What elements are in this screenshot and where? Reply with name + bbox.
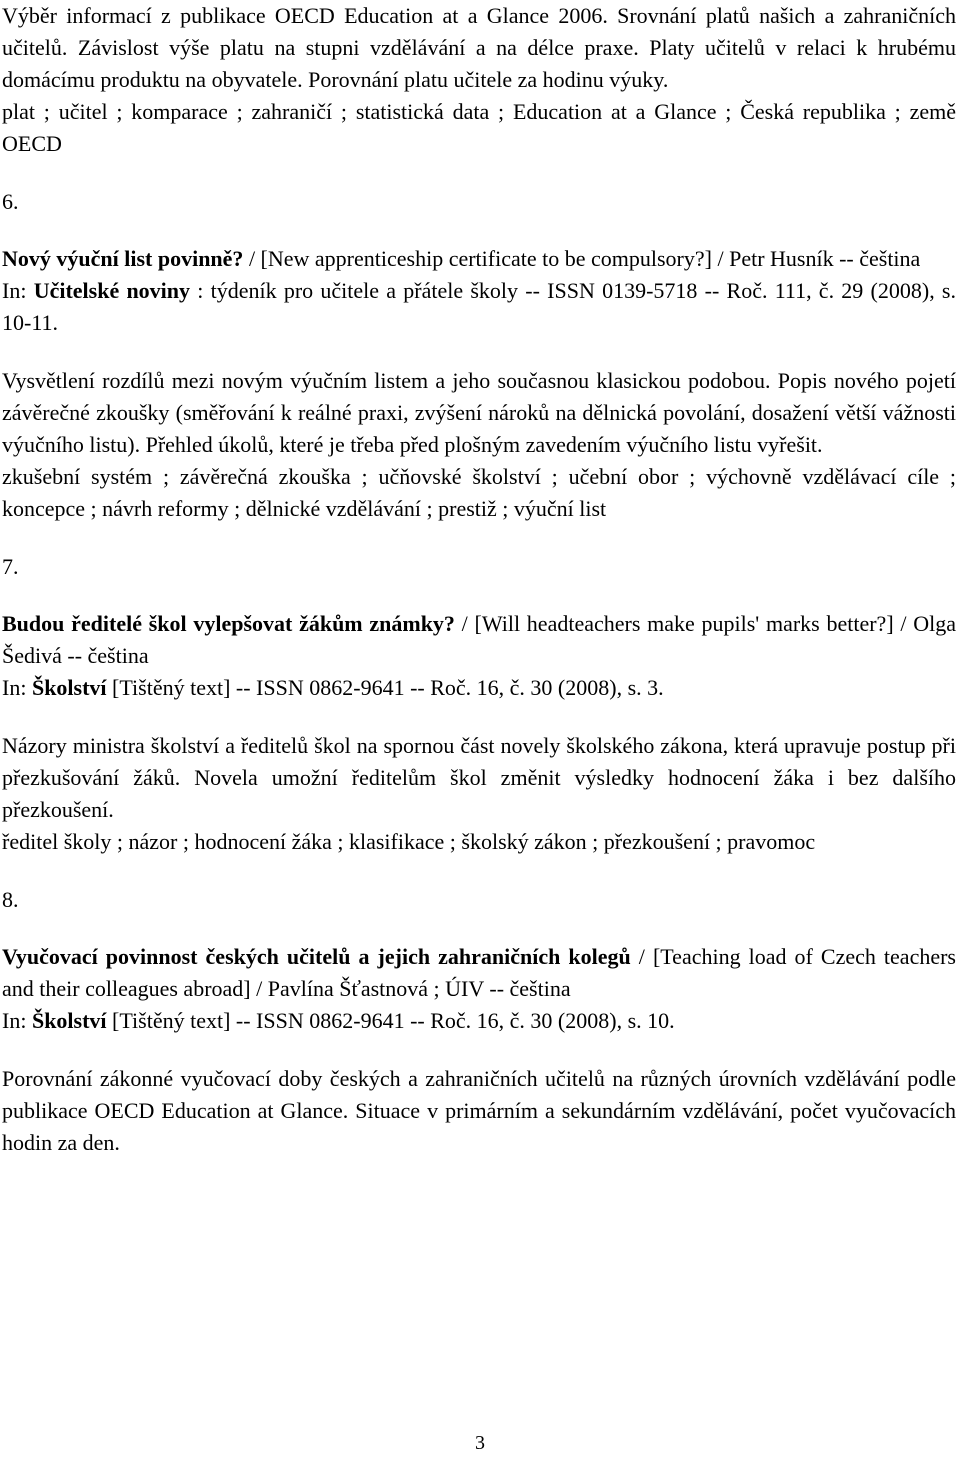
source-prefix: In: bbox=[2, 278, 34, 303]
previous-entry-abstract: Výběr informací z publikace OECD Education at a Glance 2006. Srovnání platů našich a zahraničních učitelů. Závislost výše platu na stupni vzdělávání a na délce praxe. Platy učitelů v relaci k hrubému domácímu produktu na obyvatele. Porovnání platu učitele za hodinu výuky. bbox=[2, 3, 956, 92]
entry-6 bbox=[2, 186, 956, 525]
source-title: Školství bbox=[31, 675, 107, 700]
entry-citation bbox=[2, 608, 956, 672]
entry-citation bbox=[2, 941, 956, 1005]
source-title: Učitelské noviny bbox=[33, 278, 191, 303]
entry-keywords: ředitel školy ; názor ; hodnocení žáka ; klasifikace ; školský zákon ; přezkoušení ; pravomoc bbox=[2, 829, 816, 854]
entry-7 bbox=[2, 551, 956, 858]
entry-title: Vyučovací povinnost českých učitelů a jejich zahraničních kolegů bbox=[2, 944, 631, 969]
source-title: Školství bbox=[31, 1008, 107, 1033]
entry-8 bbox=[2, 884, 956, 1159]
entry-abstract: Vysvětlení rozdílů mezi novým výučním listem a jeho současnou klasickou podobou. Popis nového pojetí závěrečné zkoušky (směřování k reálné praxi, zvýšení nároků na dělnická povolání, dosažení větší vážnosti výučního listu). Přehled úkolů, které je třeba před plošným zavedením výučního listu vyřešit. bbox=[2, 368, 956, 457]
bibliography-list bbox=[2, 0, 956, 1159]
previous-entry-keywords: plat ; učitel ; komparace ; zahraničí ; statistická data ; Education at a Glance ; Česká republika ; země OECD bbox=[2, 99, 956, 156]
entry-title: Budou ředitelé škol vylepšovat žákům známky? bbox=[2, 611, 455, 636]
entry-source bbox=[2, 672, 956, 704]
entry-citation-rest: / [Teaching load of Czech teachers and their colleagues abroad] / Pavlína Šťastnová ; ÚIV -- čeština bbox=[2, 944, 956, 1001]
entry-abstract: Porovnání zákonné vyučovací doby českých a zahraničních učitelů na různých úrovních vzdělávání podle publikace OECD Education at Glance. Situace v primárním a sekundárním vzdělávání, počet vyučovacích hodin za den. bbox=[2, 1066, 956, 1155]
source-details: [Tištěný text] -- ISSN 0862-9641 -- Roč. 16, č. 30 (2008), s. 3. bbox=[106, 675, 664, 700]
entry-number: 7. bbox=[2, 554, 19, 579]
entry-source bbox=[2, 1005, 956, 1037]
source-details: : týdeník pro učitele a přátele školy -- ISSN 0139-5718 -- Roč. 111, č. 29 (2008), s. 10-11. bbox=[2, 278, 956, 335]
entry-number: 8. bbox=[2, 887, 19, 912]
entry-citation-rest: / [Will headteachers make pupils' marks better?] / Olga Šedivá -- čeština bbox=[2, 611, 956, 668]
entry-citation bbox=[2, 243, 956, 275]
entry-keywords: zkušební systém ; závěrečná zkouška ; učňovské školství ; učební obor ; výchovně vzdělávací cíle ; koncepce ; návrh reformy ; dělnické vzdělávání ; prestiž ; výuční list bbox=[2, 464, 956, 521]
source-prefix: In: bbox=[2, 1008, 32, 1033]
entry-abstract: Názory ministra školství a ředitelů škol na spornou část novely školského zákona, která upravuje postup při přezkušování žáků. Novela umožní ředitelům škol změnit výsledky hodnocení žáka i bez dalšího přezkoušení. bbox=[2, 733, 956, 822]
entry-source bbox=[2, 275, 956, 339]
entry-number: 6. bbox=[2, 189, 19, 214]
page-number: 3 bbox=[475, 1432, 485, 1454]
source-prefix: In: bbox=[2, 675, 32, 700]
entry-citation-rest: / [New apprenticeship certificate to be compulsory?] / Petr Husník -- čeština bbox=[243, 246, 921, 271]
entry-title: Nový výuční list povinně? bbox=[2, 246, 244, 271]
source-details: [Tištěný text] -- ISSN 0862-9641 -- Roč. 16, č. 30 (2008), s. 10. bbox=[106, 1008, 675, 1033]
